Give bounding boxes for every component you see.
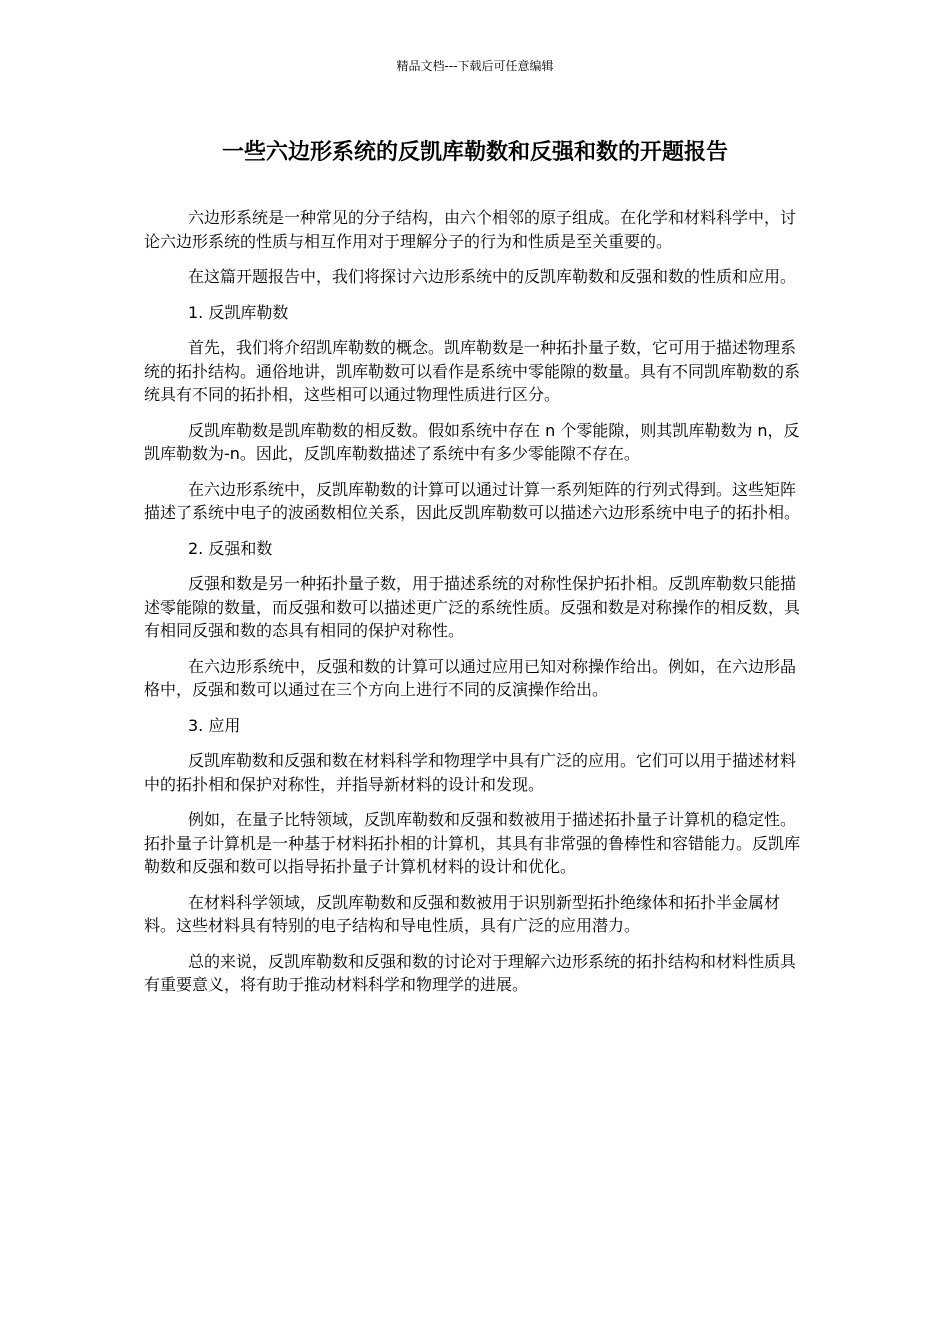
section-paragraph: 在六边形系统中，反强和数的计算可以通过应用已知对称操作给出。例如，在六边形晶格中，反强和数可以通过在三个方向上进行不同的反演操作给出。 (144, 656, 797, 699)
section-paragraph: 在材料科学领域，反凯库勒数和反强和数被用于识别新型拓扑绝缘体和拓扑半金属材料。这些材料具有特别的电子结构和导电性质，具有广泛的应用潜力。 (144, 892, 781, 935)
section-paragraph: 首先，我们将介绍凯库勒数的概念。凯库勒数是一种拓扑量子数，它可用于描述物理系统的拓扑结构。通俗地讲，凯库勒数可以看作是系统中零能隙的数量。具有不同凯库勒数的系统具有不同的拓扑相，这些相可以通过物理性质进行区分。 (144, 338, 801, 404)
section-heading-anti-forcing: 2. 反强和数 (188, 538, 273, 558)
section-paragraph: 在六边形系统中，反凯库勒数的计算可以通过计算一系列矩阵的行列式得到。这些矩阵描述了系统中电子的波函数相位关系，因此反凯库勒数可以描述六边形系统中电子的拓扑相。 (144, 479, 801, 522)
section-paragraph: 反凯库勒数和反强和数在材料科学和物理学中具有广泛的应用。它们可以用于描述材料中的拓扑相和保护对称性，并指导新材料的设计和发现。 (144, 751, 797, 794)
intro-paragraph: 在这篇开题报告中，我们将探讨六边形系统中的反凯库勒数和反强和数的性质和应用。 (188, 267, 797, 286)
section-heading-anti-kekule: 1. 反凯库勒数 (188, 302, 289, 322)
page-header-note: 精品文档---下载后可任意编辑 (396, 59, 554, 73)
document-title: 一些六边形系统的反凯库勒数和反强和数的开题报告 (221, 140, 728, 165)
section-heading-applications: 3. 应用 (188, 715, 241, 735)
section-paragraph: 例如，在量子比特领域，反凯库勒数和反强和数被用于描述拓扑量子计算机的稳定性。拓扑量子计算机是一种基于材料拓扑相的计算机，其具有非常强的鲁棒性和容错能力。反凯库勒数和反强和数可以指导拓扑量子计算机材料的设计和优化。 (144, 810, 801, 876)
conclusion-paragraph: 总的来说，反凯库勒数和反强和数的讨论对于理解六边形系统的拓扑结构和材料性质具有重要意义，将有助于推动材料科学和物理学的进展。 (144, 951, 797, 994)
intro-paragraph: 六边形系统是一种常见的分子结构，由六个相邻的原子组成。在化学和材料科学中，讨论六边形系统的性质与相互作用对于理解分子的行为和性质是至关重要的。 (144, 208, 797, 251)
section-paragraph: 反强和数是另一种拓扑量子数，用于描述系统的对称性保护拓扑相。反凯库勒数只能描述零能隙的数量，而反强和数可以描述更广泛的系统性质。反强和数是对称操作的相反数，具有相同反强和数的态具有相同的保护对称性。 (144, 574, 801, 640)
document-body (144, 206, 808, 1009)
section-paragraph: 反凯库勒数是凯库勒数的相反数。假如系统中存在 n 个零能隙，则其凯库勒数为 n，反凯库勒数为-n。因此，反凯库勒数描述了系统中有多少零能隙不存在。 (144, 420, 800, 463)
